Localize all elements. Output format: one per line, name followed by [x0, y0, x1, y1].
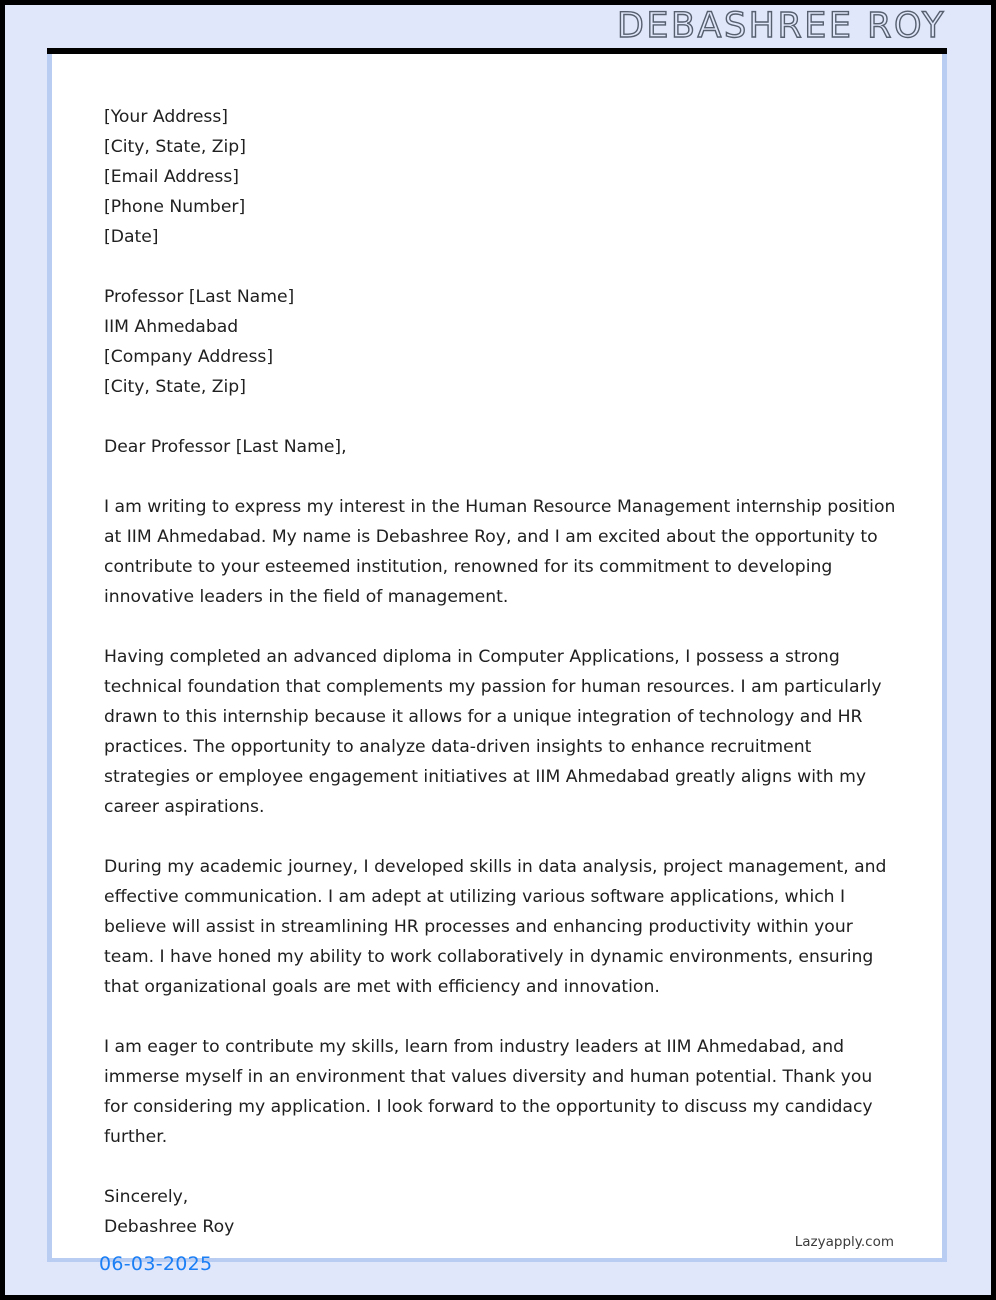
- recipient-address-line: [Company Address]: [104, 347, 274, 367]
- body-paragraph: I am eager to contribute my skills, learn from industry leaders at IIM Ahmedabad, and immerse myself in an environment that values diversity and human potential. Thank you for considering my application. I look forward to the opportunity to discuss my candidacy further.: [104, 1037, 873, 1147]
- sender-address-block: [104, 102, 901, 252]
- letter-body: [104, 102, 901, 1242]
- recipient-address-block: [104, 282, 901, 402]
- sender-address-line: [Your Address]: [104, 107, 229, 127]
- body-paragraph: I am writing to express my interest in the Human Resource Management internship position at IIM Ahmedabad. My name is Debashree Roy, and I am excited about the opportunity to contribute to your esteemed institution, renowned for its commitment to developing innovative leaders in the field of management.: [104, 497, 896, 607]
- body-paragraph: During my academic journey, I developed skills in data analysis, project management, and effective communication. I am adept at utilizing various software applications, which I believe will assist in streamlining HR processes and enhancing productivity within your team. I have honed my ability to work collaboratively in dynamic environments, ensuring that organizational goals are met with efficiency and innovation.: [104, 857, 887, 997]
- document-page: [5, 5, 991, 1295]
- page-title: DEBASHREE ROY: [616, 6, 946, 46]
- signature-name: Debashree Roy: [104, 1217, 235, 1237]
- spacer: [104, 252, 901, 282]
- sender-address-line: [Email Address]: [104, 167, 240, 187]
- recipient-address-line: [City, State, Zip]: [104, 377, 246, 397]
- spacer: [104, 402, 901, 432]
- recipient-address-line: Professor [Last Name]: [104, 287, 295, 307]
- brand-watermark: Lazyapply.com: [794, 1234, 894, 1250]
- recipient-address-line: IIM Ahmedabad: [104, 317, 239, 337]
- body-paragraph: Having completed an advanced diploma in Computer Applications, I possess a strong technical foundation that complements my passion for human resources. I am particularly drawn to this internship because it allows for a unique integration of technology and HR practices. The opportunity to analyze data-driven insights to enhance recruitment strategies or employee engagement initiatives at IIM Ahmedabad greatly aligns with my career aspirations.: [104, 647, 882, 817]
- spacer: [104, 462, 901, 492]
- valediction: Sincerely,: [104, 1187, 189, 1207]
- sender-address-line: [Date]: [104, 227, 159, 247]
- salutation: Dear Professor [Last Name],: [104, 437, 347, 457]
- letter-card: [47, 54, 947, 1262]
- letterhead: [5, 5, 991, 48]
- sender-address-line: [Phone Number]: [104, 197, 246, 217]
- document-date: 06-03-2025: [99, 1253, 213, 1275]
- closing-block: [104, 1182, 901, 1242]
- sender-address-line: [City, State, Zip]: [104, 137, 246, 157]
